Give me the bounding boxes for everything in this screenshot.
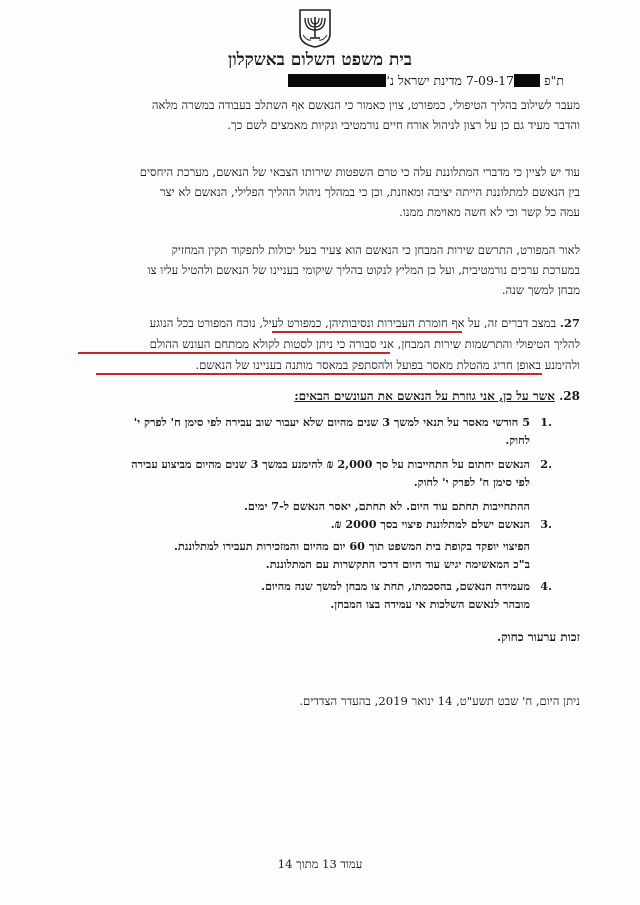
sentence-item	[131, 455, 552, 515]
text-line: 5 חודשי מאסר על תנאי למשך 3 שנים מהיום שלא יעבור שוב עבירה לפי סימן ח' לפרק י'	[133, 415, 530, 429]
sentence-item	[174, 515, 552, 573]
heading-text: אשר על כן, אני גוזרת על הנאשם את העונשים הבאים:	[294, 389, 555, 403]
text-line: לפי סימן ח' לפרק י' לחוק.	[413, 475, 530, 489]
case-prefix: ת"פ	[544, 73, 564, 88]
case-parties: מדינת ישראל נ'	[386, 73, 462, 88]
redaction-box	[514, 74, 540, 87]
red-underline	[78, 352, 390, 354]
paragraph	[148, 240, 580, 300]
item-number: .3	[540, 517, 552, 531]
text-line: לחוק.	[505, 433, 530, 447]
paragraph-27	[150, 313, 580, 376]
text-line: במערכת ערכים נורמטיבית, ועל כן המליץ לנקוט בהליך שיקומי בעניינו של הנאשם ולהטיל עליו צו	[147, 263, 580, 277]
underlined-phrase: על אף חומרת העבירות ונסיבותיהן	[328, 316, 481, 330]
appeal-notice: זכות ערעור כחוק.	[496, 630, 580, 644]
redaction-box	[288, 74, 386, 87]
text-line: ב"כ המאשימה יגיש עוד היום דרכי התקשרות עם המתלוננת.	[265, 557, 530, 571]
page-number-footer: עמוד 13 מתוך 14	[277, 857, 363, 871]
text-line: הנאשם יחתום על התחייבות על סך 2,000 ₪ להימנע במשך 3 שנים מהיום מביצוע עבירה	[131, 457, 530, 471]
text-line: 27. במצב דברים זה, על אף חומרת העבירות ונסיבותיהן, כמפורט לעיל, נוכח המפורט בכל הנוגע	[149, 316, 580, 330]
text-line: להליך הטיפולי והתרשמות שירות המבחן, אני סבורה כי ניתן לסטות לקולא ממתחם העונש ההולם	[149, 337, 580, 351]
paragraph	[140, 162, 580, 222]
text-line: מובהר לנאשם השלכות אי עמידה בצו המבחן.	[330, 597, 530, 611]
text-line: מבחן למשך שנה.	[501, 283, 580, 297]
text-line: הפיצוי יופקד בקופת בית המשפט תוך 60 יום מהיום והמזכירות תעבירו למתלוננת.	[174, 539, 530, 553]
text-line: מעבר לשילוב בהליך הטיפולי, כמפורט, צוין כאמור כי הנאשם אף השתלב בעבודה במשרה מלאה	[151, 98, 580, 112]
red-underline	[272, 331, 462, 333]
court-title: בית משפט השלום באשקלון	[227, 50, 412, 70]
text-line: לאור המפורט, התרשם שירות המבחן כי הנאשם הוא צעיר בעל יכולות לתפקוד תקין המחזיק	[171, 243, 580, 257]
text-line: עמה כל קשר וכי לא חשה מאוימת ממנו.	[399, 205, 580, 219]
item-number: .1	[540, 415, 552, 429]
item-number: .4	[540, 579, 552, 593]
text-line: מעמידה הנאשם, בהסכמתו, תחת צו מבחן למשך שנה מהיום.	[261, 579, 530, 593]
text-line: בין הנאשם למתלוננת הייתה יציבה ומאוזנת, וכן כי במהלך ניהול ההליך הפלילי, הנאשם לא יצר	[159, 185, 580, 199]
red-underline	[96, 373, 542, 375]
case-number-suffix: 7-09-17	[465, 73, 515, 88]
paragraph-number: 27.	[559, 316, 580, 330]
text-line: והדבר מעיד גם כן על רצון לניהול אורח חיים נורמטיבי ונקיות מאמצים לשם כך.	[227, 118, 580, 132]
text-line: ולהימנע באופן חריג מהטלת מאסר בפועל ולהסתפק במאסר מותנה בעניינו של הנאשם.	[195, 358, 580, 372]
paragraph-number: 28.	[559, 389, 580, 403]
paragraph	[152, 95, 580, 135]
sentencing-heading	[294, 389, 580, 404]
text-line: ההתחייבות תחתם עוד היום. לא תחתם, יאסר הנאשם ל-7 ימים.	[244, 499, 530, 513]
sentence-item	[261, 577, 552, 613]
menorah-emblem-icon	[297, 8, 333, 48]
item-number: .2	[540, 457, 552, 471]
case-number-line	[288, 73, 564, 89]
sentence-item	[133, 413, 552, 449]
underlined-phrase: אני סבורה כי ניתן לסטות לקולא ממתחם העונש ההולם	[149, 337, 394, 351]
date-given: ניתן היום, ח' שבט תשע"ט, 14 ינואר 2019, בהעדר הצדדים.	[299, 694, 580, 708]
text-line: הנאשם ישלם למתלוננת פיצוי בסך 2000 ₪.	[330, 517, 530, 531]
text-line: עוד יש לציין כי מדברי המתלוננת עלה כי טרם השפטות שירותו הצבאי של הנאשם, מערכת היחסים	[139, 165, 580, 179]
